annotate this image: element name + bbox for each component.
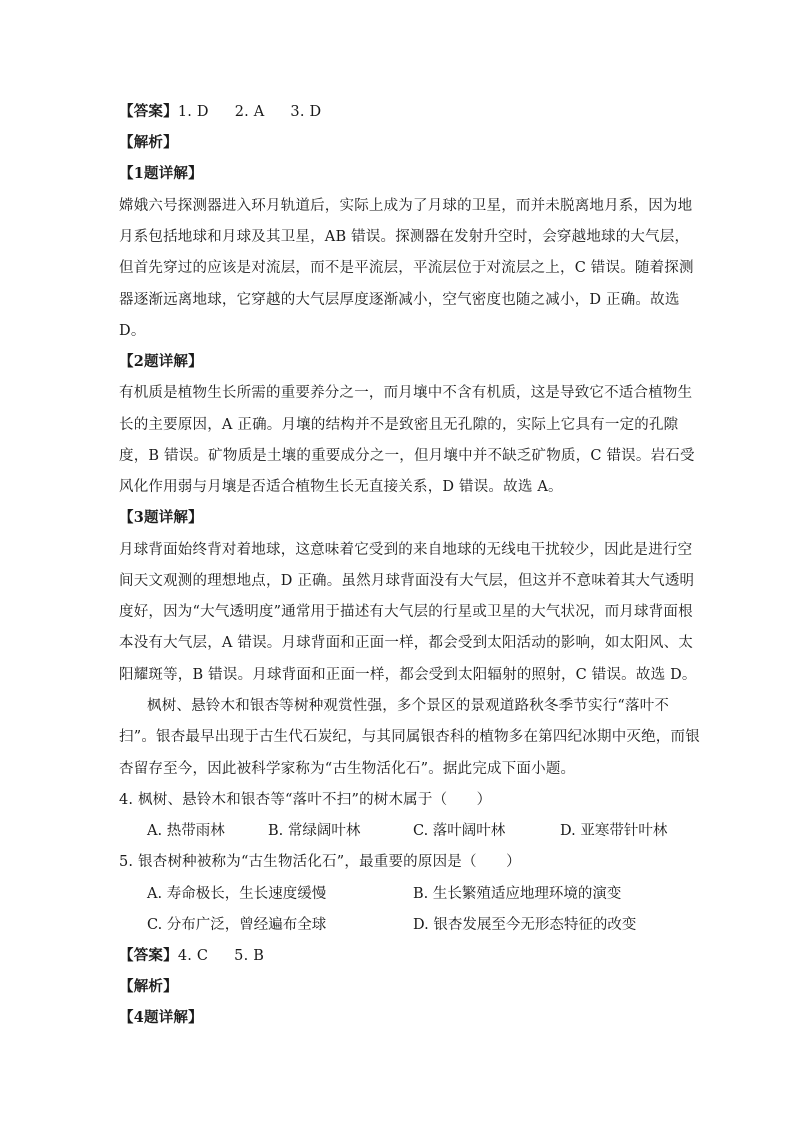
analysis-label: 【解析】 <box>119 978 178 995</box>
passage-line: 杏留存至今，因此被科学家称为“古生物活化石”。据此完成下面小题。 <box>119 761 576 777</box>
q2-detail-line: 长的主要原因，A 正确。月壤的结构并不是致密且无孔隙的，实际上它具有一定的孔隙 <box>119 417 679 433</box>
q3-detail-line: 月球背面始终背对着地球，这意味着它受到的来自地球的无线电干扰较少，因此是进行空 <box>119 542 693 558</box>
question-5-stem: 5. 银杏树种被称为“古生物活化石”，最重要的原因是（ ） <box>119 854 521 870</box>
q4-option-a: A. 热带雨林 <box>147 823 225 839</box>
q1-detail-line: 嫦娥六号探测器进入环月轨道后，实际上成为了月球的卫星，而并未脱离地月系，因为地 <box>119 198 693 214</box>
answer-item: 3. D <box>290 104 322 120</box>
answer-item: 4. C <box>177 948 209 964</box>
q2-detail-line: 度，B 错误。矿物质是土壤的重要成分之一，但月壤中并不缺乏矿物质，C 错误。岩石受 <box>119 448 695 464</box>
q3-detail-line: 阳耀斑等，B 错误。月球背面和正面一样，都会受到太阳辐射的照射，C 错误。故选 D。 <box>119 667 697 683</box>
q3-detail-line: 度好，因为“大气透明度”通常用于描述有大气层的行星或卫星的大气状况，而月球背面根 <box>119 604 693 620</box>
q3-detail-line: 间天文观测的理想地点，D 正确。虽然月球背面没有大气层，但这并不意味着其大气透明 <box>119 573 695 589</box>
q4-option-d: D. 亚寒带针叶林 <box>560 823 668 839</box>
analysis-label: 【解析】 <box>119 134 178 151</box>
passage-line: 枫树、悬铃木和银杏等树种观赏性强，多个景区的景观道路秋冬季节实行“落叶不 <box>147 698 670 714</box>
q3-detail-label: 【3题详解】 <box>119 509 203 526</box>
q5-option-c: C. 分布广泛，曾经遍布全球 <box>147 917 327 933</box>
q1-detail-label: 【1题详解】 <box>119 165 203 182</box>
q2-detail-line: 有机质是植物生长所需的重要养分之一，而月壤中不含有机质，这是导致它不适合植物生 <box>119 385 693 401</box>
q1-detail-line: 但首先穿过的应该是对流层，而不是平流层，平流层位于对流层之上，C 错误。随着探测 <box>119 260 694 276</box>
answer-item: 1. D <box>177 104 209 120</box>
q1-detail-line: 月系包括地球和月球及其卫星，AB 错误。探测器在发射升空时，会穿越地球的大气层， <box>119 229 690 245</box>
q5-option-d: D. 银杏发展至今无形态特征的改变 <box>413 917 637 933</box>
passage-line: 扫”。银杏最早出现于古生代石炭纪，与其同属银杏科的植物多在第四纪冰期中灭绝，而银 <box>119 729 700 745</box>
q1-detail-line: D。 <box>119 323 146 339</box>
q4-option-b: B. 常绿阔叶林 <box>268 823 361 839</box>
q4-detail-label: 【4题详解】 <box>119 1009 203 1026</box>
q1-detail-line: 器逐渐远离地球，它穿越的大气层厚度逐渐减小，空气密度也随之减小，D 正确。故选 <box>119 292 680 308</box>
answer-label: 【答案】 <box>119 947 178 964</box>
answer-line-1 <box>119 102 347 122</box>
q4-option-c: C. 落叶阔叶林 <box>413 823 506 839</box>
q5-option-a: A. 寿命极长，生长速度缓慢 <box>147 886 327 902</box>
q2-detail-label: 【2题详解】 <box>119 353 203 370</box>
question-4-stem: 4. 枫树、悬铃木和银杏等“落叶不扫”的树木属于（ ） <box>119 792 492 808</box>
answer-line-2 <box>119 946 290 966</box>
answer-item: 2. A <box>234 104 265 120</box>
q3-detail-line: 本没有大气层，A 错误。月球背面和正面一样，都会受到太阳活动的影响，如太阳风、太 <box>119 635 694 651</box>
answer-item: 5. B <box>234 948 265 964</box>
answer-label: 【答案】 <box>119 103 178 120</box>
q2-detail-line: 风化作用弱与月壤是否适合植物生长无直接关系，D 错误。故选 A。 <box>119 479 563 495</box>
q5-option-b: B. 生长繁殖适应地理环境的演变 <box>413 886 622 902</box>
